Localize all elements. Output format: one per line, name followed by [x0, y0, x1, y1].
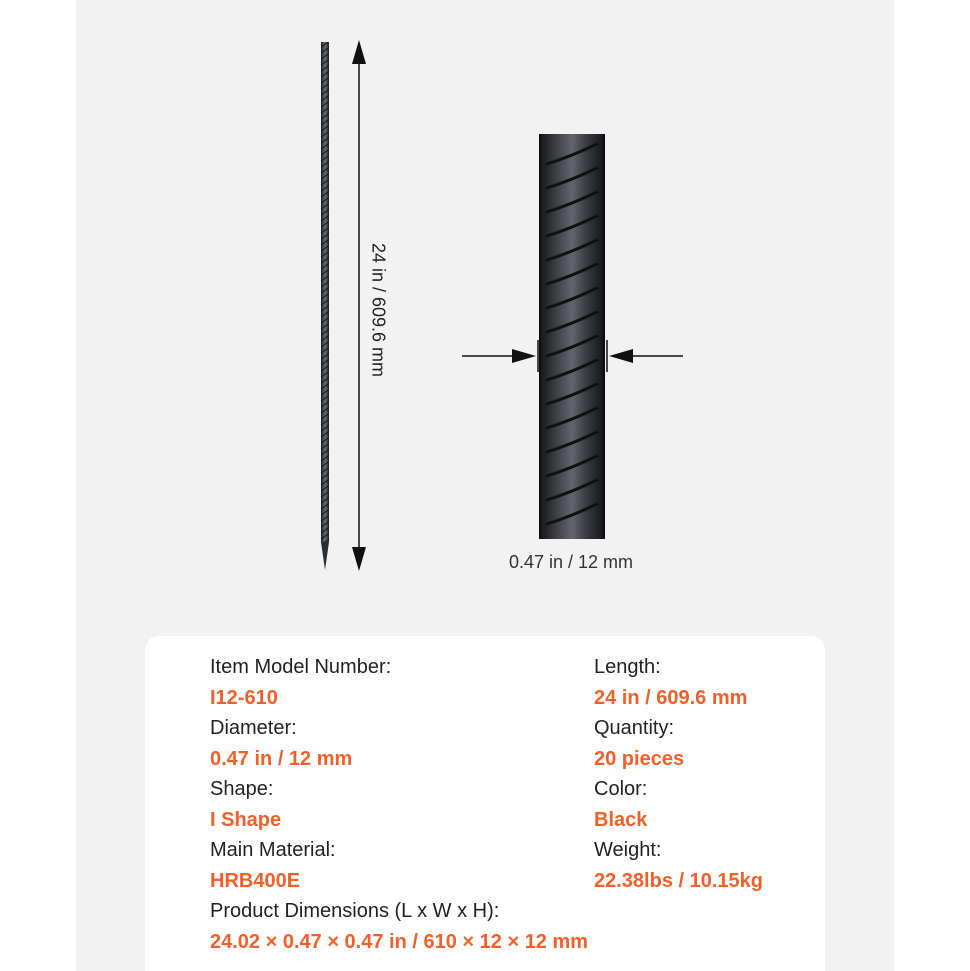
spec-card: [145, 636, 825, 971]
spec-value: 0.47 in / 12 mm: [210, 748, 353, 770]
spec-label: Length:: [594, 656, 661, 678]
spec-weight: [594, 835, 763, 897]
spec-value: 22.38lbs / 10.15kg: [594, 870, 764, 892]
spec-value: I Shape: [210, 809, 282, 831]
rebar-closeup: [540, 134, 604, 539]
spec-value: Black: [594, 809, 648, 831]
spec-label: Product Dimensions (L x W x H):: [210, 900, 500, 922]
spec-label: Item Model Number:: [210, 656, 392, 678]
spec-value: 24.02 × 0.47 × 0.47 in / 610 × 12 × 12 mm: [210, 931, 589, 953]
spec-value: 20 pieces: [594, 748, 685, 770]
spec-label: Color:: [594, 778, 648, 800]
spec-length: [594, 652, 747, 714]
spec-value: I12-610: [210, 687, 278, 709]
spec-label: Diameter:: [210, 717, 297, 739]
length-dimension-arrow: [352, 40, 366, 571]
spec-label: Quantity:: [594, 717, 675, 739]
spec-shape: [210, 774, 281, 836]
spec-quantity: [594, 713, 684, 775]
spec-label: Shape:: [210, 778, 274, 800]
spec-item-model-number: [210, 652, 391, 714]
spec-color: [594, 774, 647, 836]
rebar-full-length: [321, 42, 329, 570]
spec-value: HRB400E: [210, 870, 301, 892]
spec-label: Weight:: [594, 839, 662, 861]
spec-value: 24 in / 609.6 mm: [594, 687, 748, 709]
spec-diameter: [210, 713, 352, 775]
spec-product-dimensions: [210, 896, 588, 958]
spec-label: Main Material:: [210, 839, 336, 861]
diameter-label: 0.47 in / 12 mm: [508, 552, 634, 572]
length-label: 24 in / 609.6 mm: [368, 242, 389, 378]
spec-main-material: [210, 835, 336, 897]
